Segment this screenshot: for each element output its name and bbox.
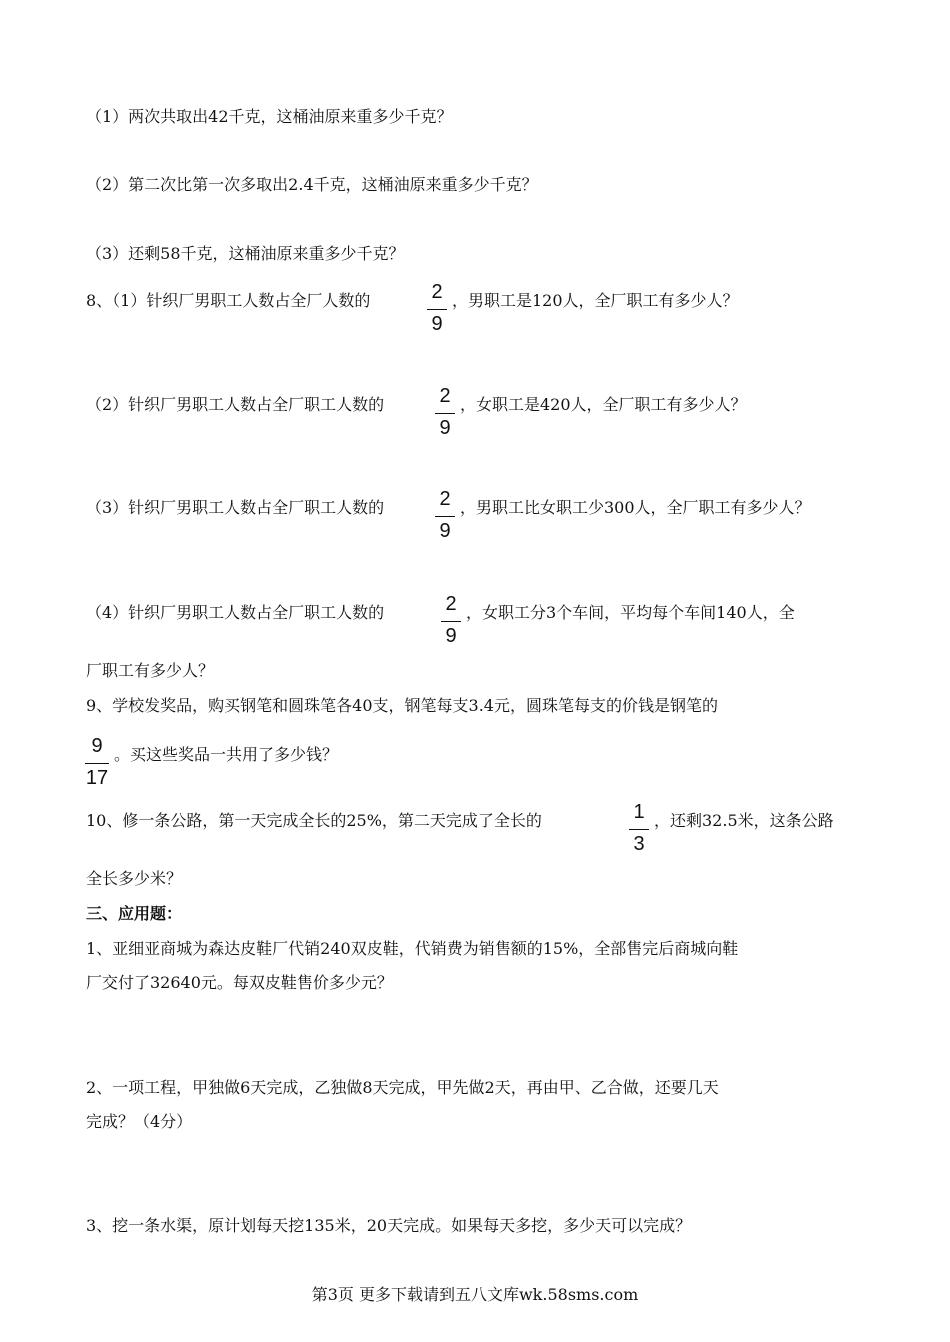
q10-text-before: 10、修一条公路，第一天完成全长的25%，第二天完成了全长的 xyxy=(86,811,542,830)
q10-text-continued: 全长多少米？ xyxy=(86,869,183,888)
fraction-bar xyxy=(435,413,455,414)
fraction-bar xyxy=(85,763,109,764)
fraction-bar xyxy=(441,621,461,622)
q8-part4-continued: 厂职工有多少人？ xyxy=(86,661,215,680)
fraction-2-9 xyxy=(434,488,456,544)
fraction-numerator: 2 xyxy=(439,488,451,510)
fraction-denominator: 9 xyxy=(439,417,451,439)
q8-part3-before: （3）针织厂男职工人数占全厂职工人数的 xyxy=(86,498,385,517)
app-q3: 3、挖一条水渠，原计划每天挖135米，20天完成。如果每天多挖，多少天可以完成？ xyxy=(86,1216,692,1235)
q7-part2: （2）第二次比第一次多取出2.4千克，这桶油原来重多少千克？ xyxy=(86,175,538,194)
fraction-bar xyxy=(629,829,649,830)
fraction-numerator: 2 xyxy=(431,281,443,303)
q8-part1-before: 8、（1）针织厂男职工人数占全厂人数的 xyxy=(86,291,371,310)
q8-part2-before: （2）针织厂男职工人数占全厂职工人数的 xyxy=(86,395,385,414)
fraction-numerator: 2 xyxy=(445,593,457,615)
q8-part1-after: ，男职工是120人，全厂职工有多少人？ xyxy=(452,291,739,310)
fraction-numerator: 1 xyxy=(633,801,645,823)
fraction-denominator: 17 xyxy=(85,767,109,789)
app-q1-line2: 厂交付了32640元。每双皮鞋售价多少元？ xyxy=(86,973,393,992)
section-heading: 三、应用题： xyxy=(86,904,183,923)
fraction-1-3 xyxy=(628,801,650,857)
q8-part4-after: ，女职工分3个车间，平均每个车间140人，全 xyxy=(466,603,795,622)
fraction-denominator: 9 xyxy=(445,625,457,647)
fraction-2-9 xyxy=(426,281,448,337)
fraction-2-9 xyxy=(440,593,462,649)
app-q2-line1: 2、一项工程，甲独做6天完成，乙独做8天完成，甲先做2天，再由甲、乙合做，还要几天 xyxy=(86,1078,719,1097)
q7-part3: （3）还剩58千克，这桶油原来重多少千克？ xyxy=(86,244,405,263)
q8-part4-before: （4）针织厂男职工人数占全厂职工人数的 xyxy=(86,603,385,622)
fraction-bar xyxy=(435,516,455,517)
app-q2-line2: 完成？（4分） xyxy=(86,1112,193,1131)
q7-part1: （1）两次共取出42千克，这桶油原来重多少千克？ xyxy=(86,107,453,126)
q10-text-after: ，还剩32.5米，这条公路 xyxy=(654,811,834,830)
app-q1-line1: 1、亚细亚商城为森达皮鞋厂代销240双皮鞋，代销费为销售额的15%，全部售完后商城向鞋 xyxy=(86,939,739,958)
fraction-9-17 xyxy=(84,735,110,791)
q8-part2-after: ，女职工是420人，全厂职工有多少人？ xyxy=(460,395,747,414)
page-footer: 第3页 更多下载请到五八文库wk.58sms.com xyxy=(311,1285,639,1304)
q9-text: 9、学校发奖品，购买钢笔和圆珠笔各40支，钢笔每支3.4元，圆珠笔每支的价钱是钢笔的 xyxy=(86,696,718,715)
fraction-numerator: 2 xyxy=(439,385,451,407)
fraction-bar xyxy=(427,309,447,310)
fraction-2-9 xyxy=(434,385,456,441)
fraction-denominator: 3 xyxy=(633,833,645,855)
fraction-denominator: 9 xyxy=(439,520,451,542)
q9-text-after: 。买这些奖品一共用了多少钱？ xyxy=(114,745,339,764)
q8-part3-after: ，男职工比女职工少300人，全厂职工有多少人？ xyxy=(460,498,811,517)
fraction-denominator: 9 xyxy=(431,313,443,335)
fraction-numerator: 9 xyxy=(91,735,103,757)
